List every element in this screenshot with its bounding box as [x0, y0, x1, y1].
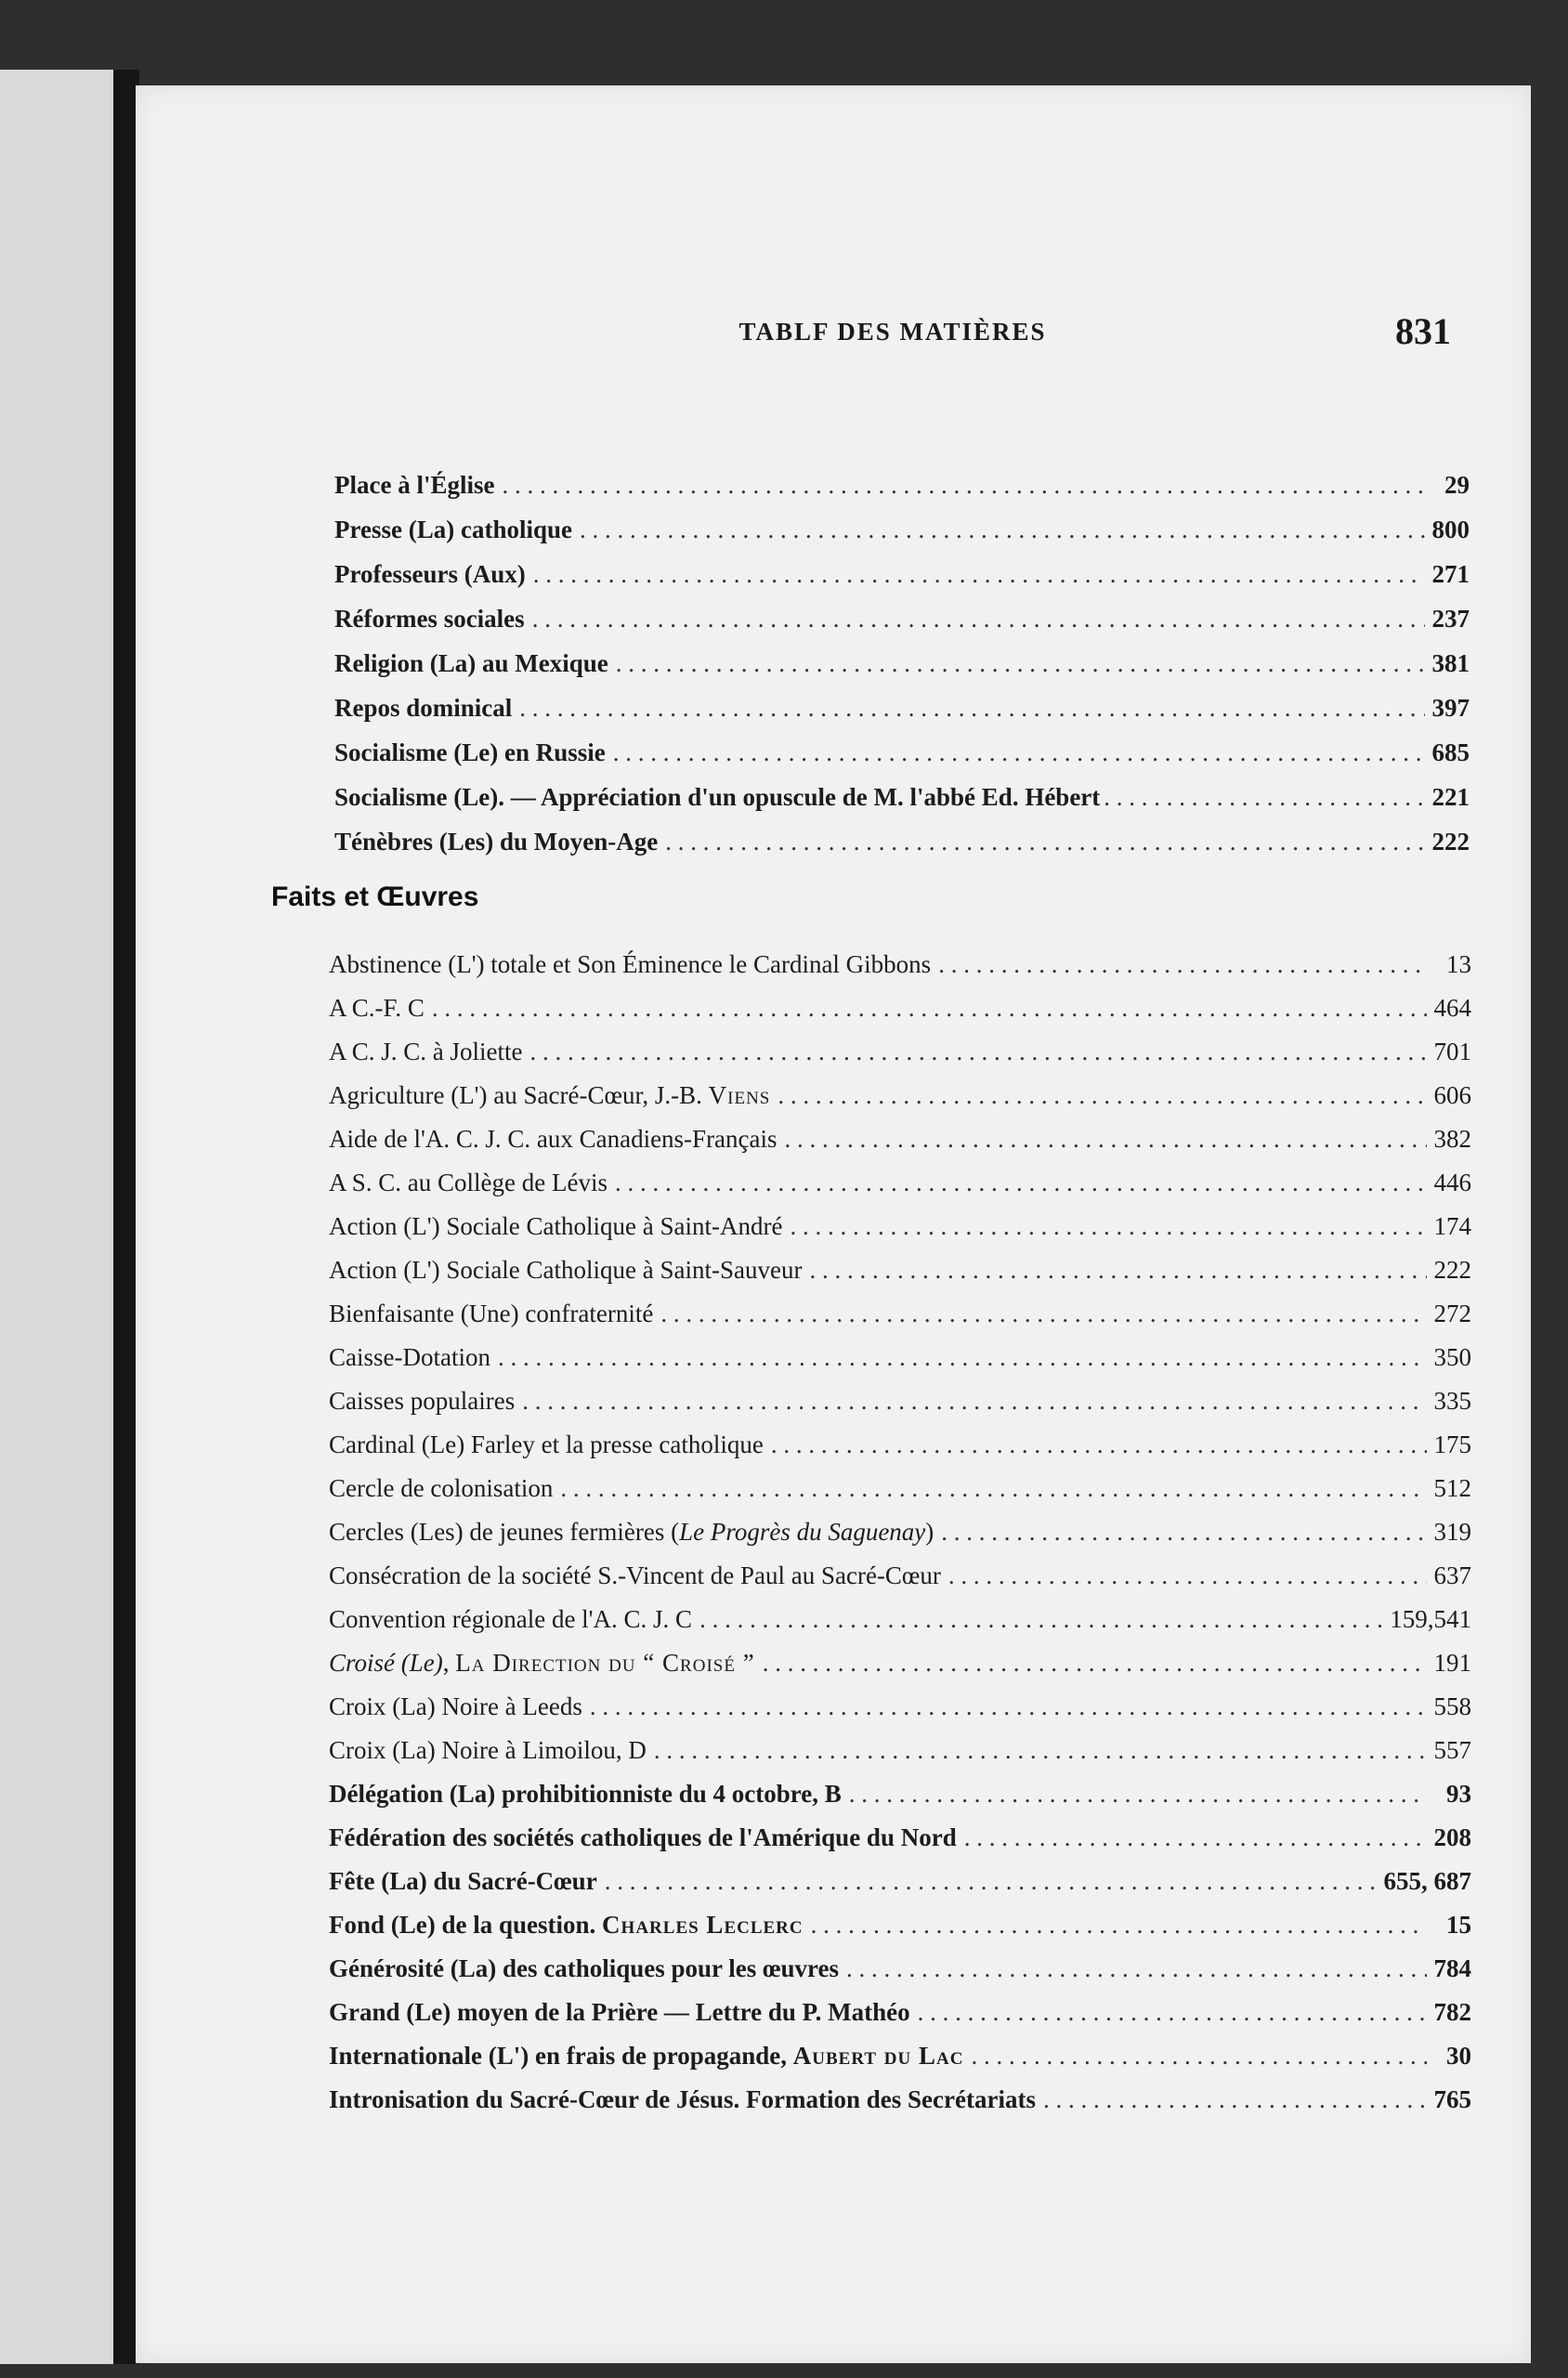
toc-entry: Cercle de colonisation . . . 512 [329, 1466, 1471, 1510]
toc-entry: Croix (La) Noire à Leeds . . . 558 [329, 1684, 1471, 1729]
toc-entry: Générosité (La) des catholiques pour les œuvres . . . 784 [329, 1946, 1471, 1991]
page-header [136, 299, 1531, 364]
toc-entry: Repos dominical . . . 397 [334, 686, 1470, 730]
toc-entry: Agriculture (L') au Sacré-Cœur, J.-B. Viens . . . 606 [329, 1073, 1471, 1117]
toc-entry: Consécration de la société S.-Vincent de Paul au Sacré-Cœur . . . 637 [329, 1553, 1471, 1598]
toc-entry: Socialisme (Le) en Russie . . . 685 [334, 730, 1470, 775]
toc-entry: Place à l'Église . . . 29 [334, 463, 1470, 507]
toc-entry: Cercles (Les) de jeunes fermières ( Le Progrès du Saguenay ) . . . 319 [329, 1509, 1471, 1554]
facing-page-edge [0, 70, 113, 2364]
toc-entry: A C.-F. C . . . 464 [329, 986, 1471, 1030]
toc-entry: Fédération des sociétés catholiques de l'Amérique du Nord . . . 208 [329, 1815, 1471, 1860]
toc-entry: Convention régionale de l'A. C. J. C . . . 159,541 [329, 1597, 1471, 1641]
book-page [136, 85, 1531, 2363]
toc-entry: Croisé (Le) , La Direction du “ Croisé ” . . . 191 [329, 1640, 1471, 1685]
toc-entry: Caisses populaires . . . 335 [329, 1378, 1471, 1423]
toc-entry: Socialisme (Le). — Appréciation d'un opuscule de M. l'abbé Ed. Hébert . . . 221 [334, 775, 1470, 819]
toc-entry: Bienfaisante (Une) confraternité . . . 272 [329, 1291, 1471, 1336]
toc-entry: A S. C. au Collège de Lévis . . . 446 [329, 1160, 1471, 1205]
section-heading: Faits et Œuvres [271, 882, 479, 912]
toc-entry: Fête (La) du Sacré-Cœur . . . 655, 687 [329, 1859, 1471, 1903]
page-number: 831 [1395, 310, 1451, 352]
toc-entry: A C. J. C. à Joliette . . . 701 [329, 1029, 1471, 1074]
toc-entry: Aide de l'A. C. J. C. aux Canadiens-Français . . . 382 [329, 1117, 1471, 1161]
toc-entry: Réformes sociales . . . 237 [334, 596, 1470, 641]
toc-entry: Action (L') Sociale Catholique à Saint-Sauveur . . . 222 [329, 1248, 1471, 1292]
toc-entry: Ténèbres (Les) du Moyen-Age . . . 222 [334, 819, 1470, 864]
toc-entry: Fond (Le) de la question. Charles Leclerc . . . 15 [329, 1902, 1471, 1947]
toc-entry: Abstinence (L') totale et Son Éminence le Cardinal Gibbons . . . 13 [329, 942, 1471, 986]
running-title: TABLF DES MATIÈRES [738, 318, 1047, 346]
toc-entry: Délégation (La) prohibitionniste du 4 octobre, B . . . 93 [329, 1771, 1471, 1816]
toc-entry: Internationale (L') en frais de propagande, Aubert du Lac . . . 30 [329, 2033, 1471, 2078]
toc-entry: Professeurs (Aux) . . . 271 [334, 552, 1470, 596]
toc-entry: Caisse-Dotation . . . 350 [329, 1335, 1471, 1379]
toc-entry: Cardinal (Le) Farley et la presse catholique . . . 175 [329, 1422, 1471, 1467]
toc-entry: Presse (La) catholique . . . 800 [334, 507, 1470, 552]
toc-entry: Intronisation du Sacré-Cœur de Jésus. Formation des Secrétariats . . . 765 [329, 2077, 1471, 2122]
toc-entry: Action (L') Sociale Catholique à Saint-André . . . 174 [329, 1204, 1471, 1248]
toc-entry: Grand (Le) moyen de la Prière — Lettre du P. Mathéo . . . 782 [329, 1990, 1471, 2034]
toc-entry: Religion (La) au Mexique . . . 381 [334, 641, 1470, 686]
toc-entry: Croix (La) Noire à Limoilou, D . . . 557 [329, 1728, 1471, 1772]
